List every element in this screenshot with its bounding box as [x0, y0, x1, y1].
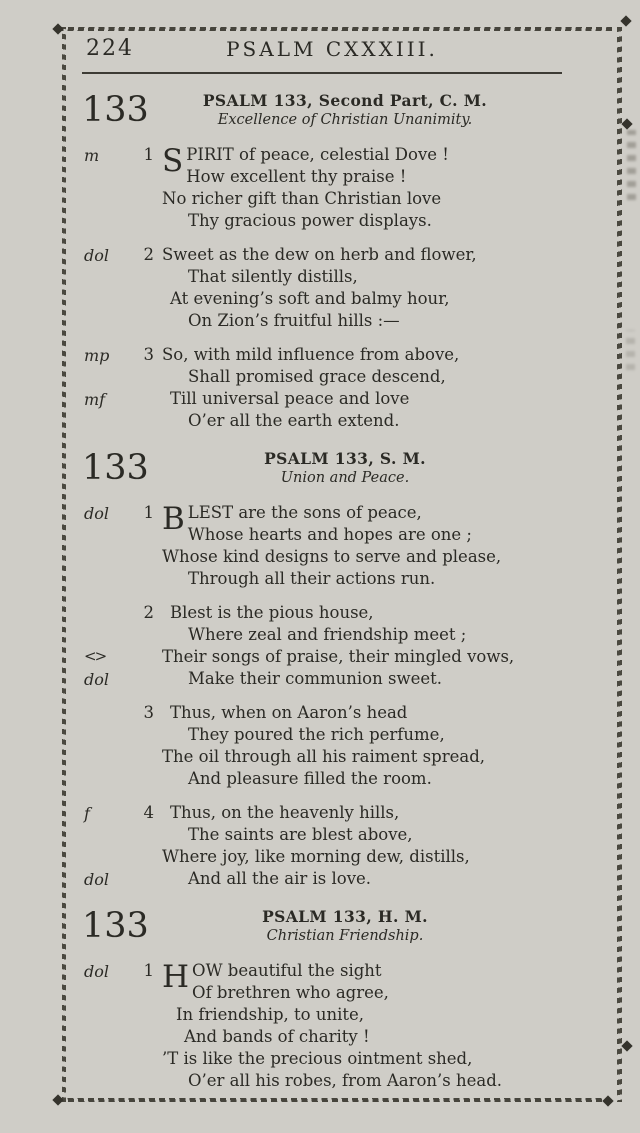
hymn-subtitle: Christian Friendship.	[266, 928, 424, 944]
verse	[84, 960, 562, 1092]
verse	[84, 702, 562, 790]
hymn-titles	[84, 449, 562, 486]
verse-lines	[162, 802, 562, 890]
verse-line: Of brethren who agree,	[192, 983, 389, 1002]
hymn-subtitle: Union and Peace.	[280, 470, 410, 486]
verse	[84, 344, 562, 432]
verse-line: O’er all his robes, from Aaron’s head.	[188, 1071, 503, 1090]
verse-lines	[162, 244, 562, 332]
verse-line: So, with mild influence from above,	[162, 345, 460, 364]
verse-line: Shall promised grace descend,	[188, 367, 446, 386]
hymn-number: 133	[82, 90, 149, 130]
dynamic-mark: mp	[84, 346, 110, 365]
hymn-section-3	[84, 907, 562, 1092]
hymn-header	[84, 449, 562, 495]
verse-line: O’er all the earth extend.	[188, 411, 400, 430]
verse-number: 1	[143, 961, 154, 980]
verse-number: 1	[143, 145, 154, 164]
verse	[84, 602, 562, 690]
verse-line: Sweet as the dew on herb and flower,	[162, 245, 477, 264]
dynamic-mark: f	[84, 804, 90, 823]
dynamic-mark: m	[84, 146, 100, 165]
verse-number: 1	[143, 503, 154, 522]
verse-line: And all the air is love.	[188, 869, 372, 888]
hymn-title: PSALM 133, Second Part, C. M.	[202, 91, 488, 110]
verse	[84, 802, 562, 890]
verse-line: That silently distills,	[188, 267, 358, 286]
dynamic-mark: dol	[84, 962, 109, 981]
verse-number: 2	[143, 245, 154, 264]
hymn-section-1	[84, 91, 562, 432]
verse	[84, 502, 562, 590]
verse-line: Whose kind designs to serve and please,	[162, 547, 502, 566]
hymn-title: PSALM 133, S. M.	[264, 449, 426, 468]
verse-lines	[162, 502, 562, 590]
verse-line: ’T is like the precious ointment shed,	[162, 1049, 473, 1068]
diamond-icon	[620, 15, 631, 26]
verse-line: Whose hearts and hopes are one ;	[187, 525, 472, 544]
hymn-titles	[84, 907, 562, 944]
page-content	[84, 34, 562, 1104]
hymn-title: PSALM 133, H. M.	[262, 907, 428, 926]
drop-cap: S	[162, 143, 184, 179]
bleedthrough-marks	[626, 330, 635, 370]
drop-cap: H	[162, 959, 190, 995]
verse-line: The saints are blest above,	[188, 825, 413, 844]
verse-line: Their songs of praise, their mingled vows,	[162, 647, 515, 666]
verse-line: And bands of charity !	[184, 1027, 370, 1046]
verse-line: Blest is the pious house,	[170, 603, 374, 622]
verse-line: Where zeal and friendship meet ;	[188, 625, 467, 644]
hymn-header	[84, 91, 562, 137]
right-border-ornament	[617, 27, 622, 1102]
verse-number: 2	[143, 603, 154, 622]
verse-lines	[162, 960, 562, 1092]
verse-lines	[162, 344, 562, 432]
page-header	[84, 34, 562, 66]
diamond-icon	[621, 1040, 632, 1051]
verse-lines	[162, 602, 562, 690]
dynamic-mark: dol	[84, 670, 109, 689]
dynamic-mark: mf	[84, 390, 106, 409]
bleedthrough-marks	[627, 130, 636, 200]
hymn-subtitle: Excellence of Christian Unanimity.	[217, 112, 473, 128]
hymn-header	[84, 907, 562, 953]
verse-line: On Zion’s fruitful hills :—	[188, 311, 400, 330]
left-border-ornament	[62, 27, 66, 1102]
hymn-titles	[84, 91, 562, 128]
verse-line: Thy gracious power displays.	[188, 211, 432, 230]
verse-number: 3	[143, 703, 154, 722]
verse-line: PIRIT of peace, celestial Dove !	[186, 145, 449, 164]
page-number: 224	[86, 36, 134, 61]
verse-line: LEST are the sons of peace,	[187, 503, 422, 522]
dynamic-mark: dol	[84, 246, 109, 265]
running-title: PSALM CXXXIII.	[226, 37, 438, 61]
hymn-section-2	[84, 449, 562, 890]
verse-line: Thus, on the heavenly hills,	[170, 803, 400, 822]
verse-number: 3	[143, 345, 154, 364]
verse-line: They poured the rich perfume,	[188, 725, 445, 744]
verse-line: Make their communion sweet.	[188, 669, 442, 688]
top-border-ornament	[58, 27, 612, 31]
verse-line: Where joy, like morning dew, distills,	[162, 847, 470, 866]
verse-line: How excellent thy praise !	[186, 167, 407, 186]
verse	[84, 144, 562, 232]
verse-line: OW beautiful the sight	[192, 961, 382, 980]
verse-line: The oil through all his raiment spread,	[162, 747, 486, 766]
verse-line: No richer gift than Christian love	[162, 189, 442, 208]
verse-lines	[162, 144, 562, 232]
drop-cap: B	[162, 501, 185, 537]
verse-line: And pleasure filled the room.	[188, 769, 432, 788]
verse-line: Till universal peace and love	[170, 389, 410, 408]
verse-line: Through all their actions run.	[188, 569, 436, 588]
verse-line: At evening’s soft and balmy hour,	[170, 289, 450, 308]
verse-line: Thus, when on Aaron’s head	[170, 703, 408, 722]
dynamic-mark: dol	[84, 870, 109, 889]
verse-lines	[162, 702, 562, 790]
verse	[84, 244, 562, 332]
verse-number: 4	[143, 803, 154, 822]
verse-line: In friendship, to unite,	[176, 1005, 365, 1024]
hymn-number: 133	[82, 906, 149, 946]
header-rule	[82, 72, 562, 74]
hymn-number: 133	[82, 448, 149, 488]
diamond-icon	[621, 118, 632, 129]
dynamic-mark: dol	[84, 504, 109, 523]
swell-icon: <>	[84, 647, 106, 665]
